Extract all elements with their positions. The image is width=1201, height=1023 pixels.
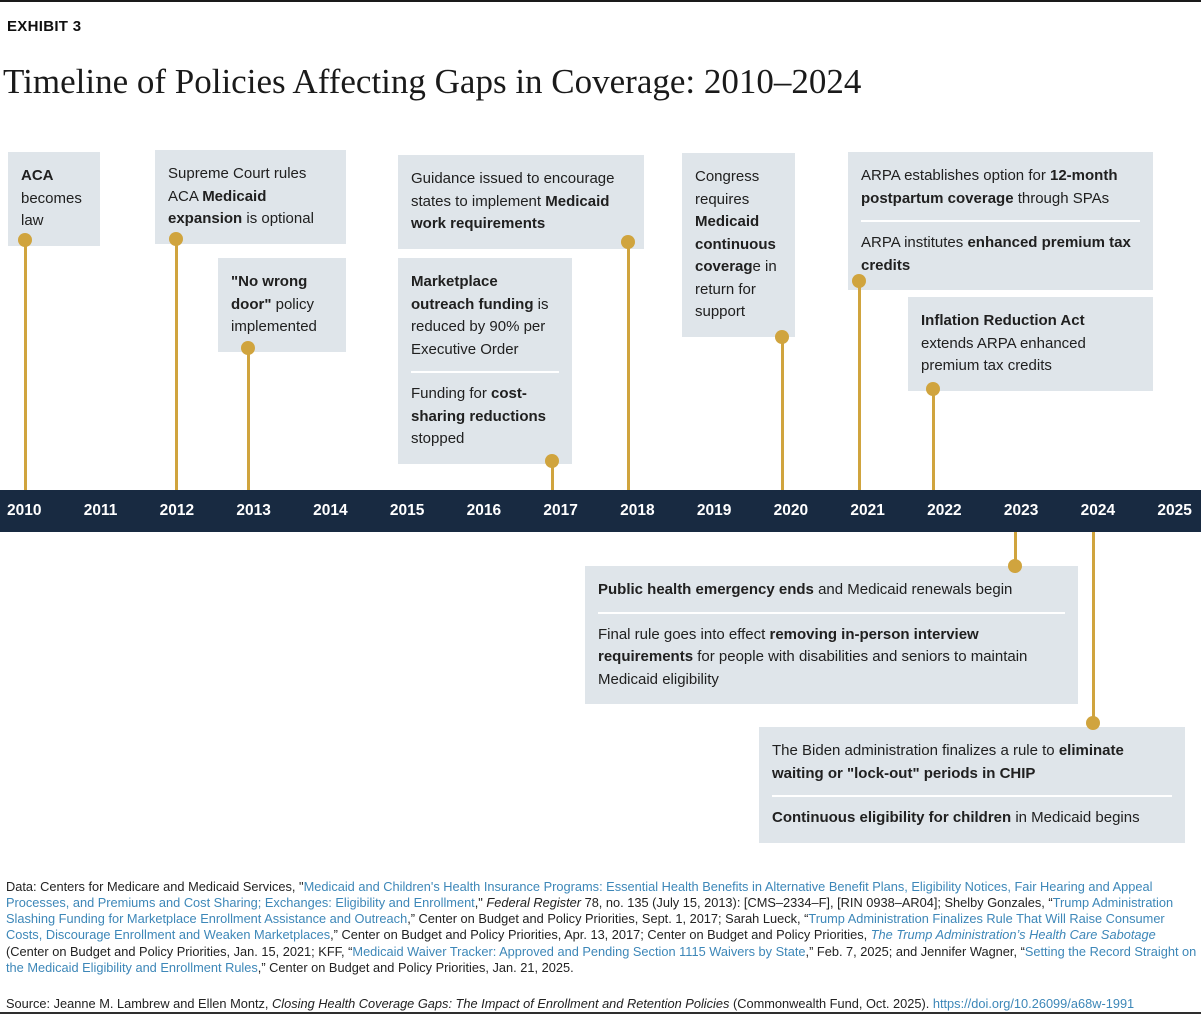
event-box-aca-2010 [8,152,100,246]
event-text: ACA becomes law [21,167,82,229]
timeline-dot [1086,716,1100,730]
connector-2023 [1014,532,1017,566]
event-text: Marketplace outreach funding is reduced by 90% per Executive Order [411,273,549,358]
event-text: ARPA institutes enhanced premium tax credits [861,234,1131,274]
connector-2021 [858,281,861,490]
year-label-2021: 2021 [850,502,885,519]
timeline-dot [926,382,940,396]
event-box-arpa-2021 [848,152,1153,290]
connector-2017 [551,461,554,490]
citation-text: ,” Center on Budget and Policy Priorities, Sept. 1, 2017; Sarah Lueck, “ [407,911,809,927]
event-text: Funding for cost-sharing reductions stopped [411,385,547,447]
citation-link[interactable]: Medicaid and Children's Health Insurance Programs: Essential Health Benefits in Alternative Benefit Plans, Eligibility Notices, Fair Hearing and Appeal Processes, and Premiums and Cost Sharing; Exchanges: Eligibility and Enrollment [6,878,1153,910]
citation-text: ,” Center on Budget and Policy Priorities, Jan. 21, 2025. [257,959,574,975]
page-title: Timeline of Policies Affecting Gaps in Coverage: 2010–2024 [3,62,862,101]
event-text: Guidance issued to encourage states to implement Medicaid work requirements [411,170,615,232]
year-label-2016: 2016 [466,502,502,519]
event-box-continuous-coverage-2020 [682,153,795,337]
data-note [6,879,1197,976]
connector-2013 [247,348,250,490]
timeline-dot [545,454,559,468]
bottom-rule [0,1012,1201,1014]
source-note [6,996,1197,1012]
citation-link[interactable]: Setting the Record Straight on the Medicaid Eligibility and Enrollment Rules [6,943,1197,975]
event-text: The Biden administration finalizes a rule to eliminate waiting or "lock-out" periods in CHIP [772,742,1124,782]
event-box-work-requirements-2018 [398,155,644,249]
citation-text: Data: Centers for Medicare and Medicaid Services, " [6,878,304,894]
citation-text: ," [474,895,487,910]
timeline-dot [621,235,635,249]
year-label-2018: 2018 [620,502,655,519]
year-label-2010: 2010 [7,502,42,519]
event-text: Final rule goes into effect removing in-person interview requirements for people with disabilities and seniors to maintain Medicaid eligibility [598,625,1028,688]
citation-text: Source: Jeanne M. Lambrew and Ellen Montz, [6,995,273,1011]
citation-link[interactable]: Trump Administration Slashing Funding for Marketplace Enrollment Assistance and Outreach [6,895,1174,927]
timeline-dot [169,232,183,246]
event-box-phe-ends-2023 [585,566,1078,704]
year-label-2017: 2017 [543,502,578,519]
event-box-marketplace-funding-2017 [398,258,572,464]
year-label-2011: 2011 [83,502,118,519]
timeline-dot [775,330,789,344]
year-label-2025: 2025 [1157,502,1192,519]
box-divider [598,612,1065,614]
year-label-2012: 2012 [159,502,195,519]
event-box-supreme-court-2012 [155,150,346,244]
event-text: Continuous eligibility for children in Medicaid begins [772,809,1140,826]
box-divider [772,795,1172,797]
year-label-2020: 2020 [773,502,809,519]
connector-2018 [627,242,630,490]
event-text: Inflation Reduction Act extends ARPA enhanced premium tax credits [921,312,1086,374]
event-text: Supreme Court rules ACA Medicaid expansion is optional [168,165,314,227]
event-text: ARPA establishes option for 12-month postpartum coverage through SPAs [861,167,1118,207]
exhibit-label: EXHIBIT 3 [7,18,82,35]
timeline-dot [1008,559,1022,573]
event-text: Public health emergency ends and Medicaid renewals begin [598,581,1013,598]
year-label-2015: 2015 [389,502,425,519]
box-divider [411,371,559,373]
citation-text: (Commonwealth Fund, Oct. 2025). [729,995,933,1011]
box-divider [861,220,1140,222]
citation-link[interactable]: Medicaid Waiver Tracker: Approved and Pending Section 1115 Waivers by State [352,943,806,959]
connector-2022 [932,389,935,490]
citation-link[interactable]: The Trump Administration’s Health Care Sabotage [870,927,1156,943]
connector-2020 [781,337,784,490]
timeline-dot [241,341,255,355]
citation-text: (Center on Budget and Policy Priorities, Jan. 15, 2021; KFF, “ [6,943,353,959]
connector-2010 [24,240,27,490]
timeline-dot [852,274,866,288]
event-text: "No wrong door" policy implemented [231,273,317,335]
citation-link[interactable]: https://doi.org/10.26099/a68w-1991 [932,995,1135,1011]
event-box-inflation-reduction-act-2022 [908,297,1153,391]
citation-link[interactable]: Trump Administration Finalizes Rule That Will Raise Consumer Costs, Discourage Enrollment and Weaken Marketplaces [6,911,1165,943]
event-box-no-wrong-door-2013 [218,258,346,352]
year-label-2024: 2024 [1080,502,1116,519]
citation-text: Federal Register [486,895,582,910]
connector-2012 [175,239,178,490]
year-label-2019: 2019 [696,502,732,519]
citation-text: Closing Health Coverage Gaps: The Impact of Enrollment and Retention Policies [272,995,730,1011]
timeline-axis [0,490,1201,532]
top-rule [0,0,1201,2]
connector-2024 [1092,532,1095,723]
year-label-2014: 2014 [313,502,348,519]
timeline-dot [18,233,32,247]
year-label-2013: 2013 [236,502,271,519]
year-label-2023: 2023 [1003,502,1039,519]
citation-text: 78, no. 135 (July 15, 2013): [CMS–2334–F], [RIN 0938–AR04]; Shelby Gonzales, “ [581,895,1053,910]
citation-text: ,” Feb. 7, 2025; and Jennifer Wagner, “ [805,943,1025,959]
year-label-2022: 2022 [927,502,962,519]
event-box-chip-lockout-2024 [759,727,1185,843]
event-text: Congress requires Medicaid continuous coverage in return for support [695,168,777,320]
citation-text: ,” Center on Budget and Policy Priorities, Apr. 13, 2017; Center on Budget and Policy Priorities, [330,927,871,943]
